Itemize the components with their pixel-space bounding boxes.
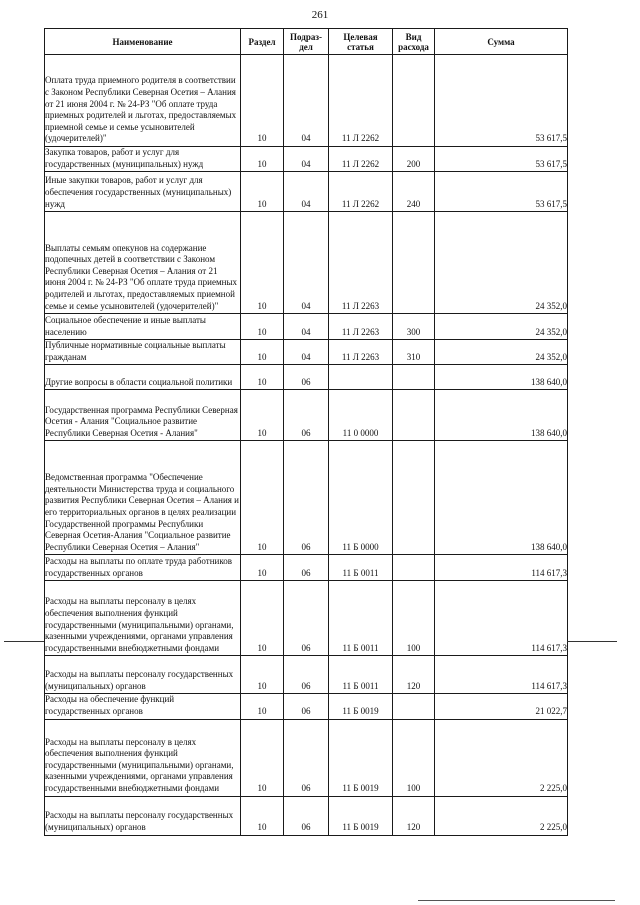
row-subsection: 06 bbox=[284, 719, 329, 796]
row-subsection: 04 bbox=[284, 314, 329, 340]
row-subsection: 06 bbox=[284, 365, 329, 390]
row-section: 10 bbox=[241, 656, 284, 694]
row-section: 10 bbox=[241, 55, 284, 147]
row-target: 11 0 0000 bbox=[329, 390, 393, 441]
row-section: 10 bbox=[241, 340, 284, 365]
row-subsection: 04 bbox=[284, 55, 329, 147]
row-target: 11 Л 2263 bbox=[329, 212, 393, 314]
table-row bbox=[45, 390, 568, 441]
row-subsection: 06 bbox=[284, 555, 329, 581]
row-target: 11 Л 2263 bbox=[329, 340, 393, 365]
row-expense-type bbox=[393, 441, 435, 555]
row-section: 10 bbox=[241, 390, 284, 441]
row-amount: 138 640,0 bbox=[435, 390, 568, 441]
row-amount: 114 617,3 bbox=[435, 581, 568, 656]
row-section: 10 bbox=[241, 212, 284, 314]
row-name: Ведомственная программа "Обеспечение деятельности Министерства труда и социального развития Республики Северная Осетия – Алания и его территориальных органов в целях реализации Государственной программы Республики Северная Осетия-Алания "Социальное развитие Республики Северная Осетия – Алания" bbox=[45, 441, 241, 555]
col-header-amount: Сумма bbox=[435, 29, 568, 55]
row-section: 10 bbox=[241, 555, 284, 581]
row-amount: 2 225,0 bbox=[435, 796, 568, 835]
table-row bbox=[45, 555, 568, 581]
budget-table bbox=[44, 28, 568, 836]
row-name: Социальное обеспечение и иные выплаты населению bbox=[45, 314, 241, 340]
row-name: Расходы на обеспечение функций государственных органов bbox=[45, 694, 241, 719]
row-target: 11 Б 0011 bbox=[329, 581, 393, 656]
row-expense-type: 100 bbox=[393, 719, 435, 796]
row-amount: 21 022,7 bbox=[435, 694, 568, 719]
table-row bbox=[45, 55, 568, 147]
row-name: Расходы на выплаты персоналу в целях обеспечения выполнения функций государственными (муниципальными) органами, казенными учреждениями, органами управления государственными внебюджетными фондами bbox=[45, 719, 241, 796]
col-header-section: Раздел bbox=[241, 29, 284, 55]
row-target: 11 Б 0000 bbox=[329, 441, 393, 555]
row-amount: 24 352,0 bbox=[435, 340, 568, 365]
row-amount: 2 225,0 bbox=[435, 719, 568, 796]
row-amount: 114 617,3 bbox=[435, 555, 568, 581]
scan-artifact-line bbox=[418, 900, 615, 901]
col-header-target: Целевая статья bbox=[329, 29, 393, 55]
scan-artifact-line bbox=[4, 641, 44, 642]
row-name: Расходы на выплаты персоналу государственных (муниципальных) органов bbox=[45, 656, 241, 694]
row-section: 10 bbox=[241, 694, 284, 719]
row-section: 10 bbox=[241, 314, 284, 340]
table-row bbox=[45, 365, 568, 390]
row-amount: 24 352,0 bbox=[435, 314, 568, 340]
row-expense-type: 240 bbox=[393, 172, 435, 212]
row-subsection: 04 bbox=[284, 340, 329, 365]
row-expense-type bbox=[393, 390, 435, 441]
row-subsection: 04 bbox=[284, 172, 329, 212]
row-section: 10 bbox=[241, 441, 284, 555]
table-row bbox=[45, 796, 568, 835]
row-expense-type: 200 bbox=[393, 147, 435, 172]
row-name: Другие вопросы в области социальной политики bbox=[45, 365, 241, 390]
row-section: 10 bbox=[241, 365, 284, 390]
row-amount: 53 617,5 bbox=[435, 147, 568, 172]
row-name: Выплаты семьям опекунов на содержание подопечных детей в соответствии с Законом Республики Северная Осетия – Алания от 21 июня 2004 г. № 24-РЗ "Об оплате труда приемных родителей и льготах, предоставляемых приемной семье и семье усыновителей (удочерителей)" bbox=[45, 212, 241, 314]
table-row bbox=[45, 441, 568, 555]
col-header-expense-type: Вид расхода bbox=[393, 29, 435, 55]
row-subsection: 04 bbox=[284, 147, 329, 172]
row-expense-type bbox=[393, 365, 435, 390]
row-subsection: 06 bbox=[284, 796, 329, 835]
row-expense-type: 120 bbox=[393, 796, 435, 835]
row-expense-type bbox=[393, 212, 435, 314]
row-expense-type: 120 bbox=[393, 656, 435, 694]
row-subsection: 06 bbox=[284, 581, 329, 656]
row-target: 11 Б 0019 bbox=[329, 719, 393, 796]
row-expense-type: 310 bbox=[393, 340, 435, 365]
col-header-name: Наименование bbox=[45, 29, 241, 55]
row-target: 11 Л 2262 bbox=[329, 55, 393, 147]
row-name: Расходы на выплаты персоналу в целях обеспечения выполнения функций государственными (муниципальными) органами, казенными учреждениями, органами управления государственными внебюджетными фондами bbox=[45, 581, 241, 656]
row-expense-type bbox=[393, 555, 435, 581]
row-name: Оплата труда приемного родителя в соответствии с Законом Республики Северная Осетия – Алания от 21 июня 2004 г. № 24-РЗ "Об оплате труда приемных родителей и льготах, предоставляемых приемной семье и семье усыновителей (удочерителей)" bbox=[45, 55, 241, 147]
row-target: 11 Б 0011 bbox=[329, 656, 393, 694]
row-name: Расходы на выплаты по оплате труда работников государственных органов bbox=[45, 555, 241, 581]
row-section: 10 bbox=[241, 147, 284, 172]
row-expense-type: 300 bbox=[393, 314, 435, 340]
row-amount: 53 617,5 bbox=[435, 55, 568, 147]
row-section: 10 bbox=[241, 719, 284, 796]
header-row bbox=[45, 29, 568, 55]
row-section: 10 bbox=[241, 796, 284, 835]
col-header-subsection: Подраз-дел bbox=[284, 29, 329, 55]
row-subsection: 04 bbox=[284, 212, 329, 314]
row-target: 11 Б 0019 bbox=[329, 796, 393, 835]
row-expense-type bbox=[393, 55, 435, 147]
row-target: 11 Л 2262 bbox=[329, 172, 393, 212]
table-row bbox=[45, 581, 568, 656]
table-row bbox=[45, 340, 568, 365]
row-target: 11 Л 2262 bbox=[329, 147, 393, 172]
row-amount: 138 640,0 bbox=[435, 365, 568, 390]
table-row bbox=[45, 212, 568, 314]
row-name: Государственная программа Республики Северная Осетия - Алания "Социальное развитие Республики Северная Осетия - Алания" bbox=[45, 390, 241, 441]
row-subsection: 06 bbox=[284, 441, 329, 555]
row-target: 11 Б 0011 bbox=[329, 555, 393, 581]
row-name: Иные закупки товаров, работ и услуг для обеспечения государственных (муниципальных) нужд bbox=[45, 172, 241, 212]
table-row bbox=[45, 172, 568, 212]
table-row bbox=[45, 719, 568, 796]
row-section: 10 bbox=[241, 172, 284, 212]
page-number: 261 bbox=[311, 9, 329, 21]
row-target bbox=[329, 365, 393, 390]
row-subsection: 06 bbox=[284, 390, 329, 441]
row-subsection: 06 bbox=[284, 694, 329, 719]
row-expense-type bbox=[393, 694, 435, 719]
row-amount: 53 617,5 bbox=[435, 172, 568, 212]
table-row bbox=[45, 314, 568, 340]
row-expense-type: 100 bbox=[393, 581, 435, 656]
row-name: Закупка товаров, работ и услуг для государственных (муниципальных) нужд bbox=[45, 147, 241, 172]
row-target: 11 Б 0019 bbox=[329, 694, 393, 719]
table-row bbox=[45, 694, 568, 719]
scan-artifact-line bbox=[567, 641, 617, 642]
row-name: Публичные нормативные социальные выплаты гражданам bbox=[45, 340, 241, 365]
row-section: 10 bbox=[241, 581, 284, 656]
table-row bbox=[45, 656, 568, 694]
row-subsection: 06 bbox=[284, 656, 329, 694]
table-row bbox=[45, 147, 568, 172]
row-amount: 24 352,0 bbox=[435, 212, 568, 314]
row-name: Расходы на выплаты персоналу государственных (муниципальных) органов bbox=[45, 796, 241, 835]
row-amount: 114 617,3 bbox=[435, 656, 568, 694]
row-target: 11 Л 2263 bbox=[329, 314, 393, 340]
row-amount: 138 640,0 bbox=[435, 441, 568, 555]
